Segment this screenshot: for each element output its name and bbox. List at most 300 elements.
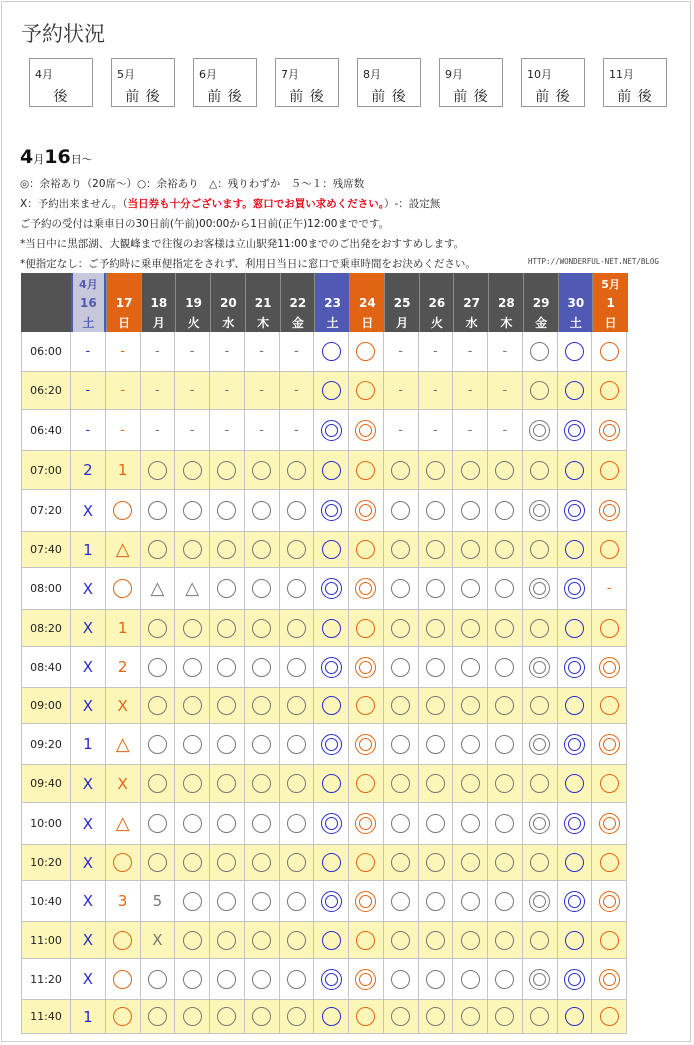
- seat-cell[interactable]: [558, 1000, 593, 1034]
- seat-cell[interactable]: [558, 568, 593, 610]
- seat-cell[interactable]: [314, 959, 349, 1000]
- seat-cell[interactable]: [523, 610, 558, 647]
- available-circle-icon: [356, 381, 375, 400]
- seat-cell[interactable]: [175, 610, 210, 647]
- seat-cell[interactable]: [210, 922, 245, 959]
- seat-cell[interactable]: [175, 532, 210, 568]
- seat-cell[interactable]: [419, 803, 454, 845]
- seat-cell[interactable]: [558, 610, 593, 647]
- seat-cell[interactable]: [453, 724, 488, 765]
- seat-cell[interactable]: [592, 922, 627, 959]
- seat-cell[interactable]: [175, 724, 210, 765]
- date-column-header[interactable]: [210, 273, 246, 332]
- seat-cell[interactable]: [210, 647, 245, 688]
- date-column-header[interactable]: [245, 273, 281, 332]
- seat-cell[interactable]: [141, 647, 176, 688]
- seat-cell[interactable]: [453, 647, 488, 688]
- seat-cell[interactable]: [419, 688, 454, 724]
- seat-cell[interactable]: [488, 845, 523, 881]
- seat-cell[interactable]: [349, 532, 384, 568]
- seat-cell[interactable]: [245, 451, 280, 490]
- seat-cell[interactable]: [558, 332, 593, 372]
- seat-cell[interactable]: [106, 490, 141, 532]
- plenty-double-circle-icon: [321, 969, 342, 990]
- seat-cell[interactable]: [175, 922, 210, 959]
- seat-cell[interactable]: [419, 451, 454, 490]
- no-service-dash: -: [85, 344, 91, 359]
- month-tab[interactable]: [357, 58, 421, 107]
- seat-cell[interactable]: [349, 568, 384, 610]
- seat-cell[interactable]: [523, 451, 558, 490]
- seat-cell[interactable]: [488, 959, 523, 1000]
- seat-cell[interactable]: [280, 490, 315, 532]
- seat-cell[interactable]: [419, 490, 454, 532]
- seat-cell[interactable]: [141, 724, 176, 765]
- note-line: *便指定なし：ご予約時に乗車便指定をされず、利用日当日に窓口で乗車時間をお決めください。: [20, 258, 476, 270]
- seat-cell[interactable]: [419, 845, 454, 881]
- seat-cell[interactable]: [280, 688, 315, 724]
- seat-cell[interactable]: [384, 647, 419, 688]
- seat-cell[interactable]: [175, 490, 210, 532]
- note-line: *当日中に黒部湖、大観峰まで往復のお客様は立山駅発11:00までのご出発をおすすめします。: [20, 238, 465, 250]
- seat-cell[interactable]: [488, 724, 523, 765]
- seat-cell[interactable]: [488, 647, 523, 688]
- seat-cell[interactable]: [558, 922, 593, 959]
- seat-cell[interactable]: [523, 490, 558, 532]
- seat-cell[interactable]: [523, 1000, 558, 1034]
- month-tab[interactable]: [193, 58, 257, 107]
- seat-cell[interactable]: [558, 532, 593, 568]
- seat-cell[interactable]: [523, 332, 558, 372]
- no-service-dash: -: [502, 344, 508, 359]
- seat-cell[interactable]: [314, 647, 349, 688]
- seat-cell[interactable]: [210, 688, 245, 724]
- seat-cell[interactable]: [141, 845, 176, 881]
- seat-cell[interactable]: [175, 845, 210, 881]
- seat-cell[interactable]: [175, 688, 210, 724]
- seat-cell[interactable]: [488, 922, 523, 959]
- seat-cell[interactable]: [314, 922, 349, 959]
- seat-cell[interactable]: [175, 959, 210, 1000]
- month-tab[interactable]: [439, 58, 503, 107]
- seat-cell[interactable]: [71, 451, 106, 490]
- seat-cell[interactable]: [314, 803, 349, 845]
- seat-cell[interactable]: [592, 610, 627, 647]
- seat-cell[interactable]: [141, 532, 176, 568]
- seat-cell[interactable]: [384, 724, 419, 765]
- seat-cell[interactable]: [245, 881, 280, 922]
- seat-cell[interactable]: [384, 490, 419, 532]
- seat-cell[interactable]: [349, 765, 384, 803]
- seat-cell[interactable]: [488, 532, 523, 568]
- plenty-double-circle-icon: [599, 734, 620, 755]
- seat-cell[interactable]: [141, 959, 176, 1000]
- seat-cell[interactable]: [210, 610, 245, 647]
- seat-cell[interactable]: [349, 610, 384, 647]
- seat-cell[interactable]: [349, 332, 384, 372]
- seat-cell[interactable]: [314, 1000, 349, 1034]
- seat-cell[interactable]: [314, 372, 349, 410]
- seat-cell[interactable]: [210, 568, 245, 610]
- seat-cell[interactable]: [488, 610, 523, 647]
- seat-cell[interactable]: [558, 845, 593, 881]
- seat-cell[interactable]: [592, 1000, 627, 1034]
- seat-cell[interactable]: [314, 610, 349, 647]
- notice-prefix: X：予約出来ません。（: [20, 198, 128, 210]
- seat-cell[interactable]: [71, 724, 106, 765]
- seat-cell[interactable]: [210, 845, 245, 881]
- seat-cell[interactable]: [280, 922, 315, 959]
- seat-cell[interactable]: [141, 881, 176, 922]
- seat-cell: [71, 410, 106, 451]
- seat-cell[interactable]: [592, 647, 627, 688]
- seat-cell[interactable]: [523, 922, 558, 959]
- seat-cell[interactable]: [141, 765, 176, 803]
- date-column-header[interactable]: [523, 273, 559, 332]
- seat-cell[interactable]: [141, 451, 176, 490]
- seat-cell[interactable]: [280, 451, 315, 490]
- seat-cell[interactable]: [314, 688, 349, 724]
- time-cell: 09:40: [21, 765, 71, 803]
- seat-cell[interactable]: [592, 881, 627, 922]
- seat-cell[interactable]: [592, 490, 627, 532]
- available-circle-icon: [217, 814, 236, 833]
- seat-cell[interactable]: [314, 332, 349, 372]
- seat-cell[interactable]: [384, 803, 419, 845]
- seat-cell[interactable]: [384, 610, 419, 647]
- seat-cell[interactable]: [349, 490, 384, 532]
- seat-cell[interactable]: [71, 1000, 106, 1034]
- seat-cell[interactable]: [384, 959, 419, 1000]
- seat-cell[interactable]: [558, 372, 593, 410]
- seat-cell[interactable]: [349, 724, 384, 765]
- seat-cell[interactable]: [106, 959, 141, 1000]
- seat-cell[interactable]: [488, 881, 523, 922]
- date-column-header[interactable]: [71, 273, 106, 332]
- seat-cell[interactable]: [314, 532, 349, 568]
- seat-cell[interactable]: [175, 451, 210, 490]
- seat-cell[interactable]: [592, 803, 627, 845]
- seat-cell[interactable]: [175, 765, 210, 803]
- seat-cell[interactable]: [558, 490, 593, 532]
- seat-cell[interactable]: [210, 451, 245, 490]
- seat-cell[interactable]: [419, 881, 454, 922]
- seat-cell[interactable]: [314, 451, 349, 490]
- seat-cell[interactable]: [106, 532, 141, 568]
- seat-cell[interactable]: [280, 959, 315, 1000]
- seat-cell[interactable]: [314, 845, 349, 881]
- seat-cell[interactable]: [314, 490, 349, 532]
- column-day: 20: [220, 296, 237, 310]
- seat-cell[interactable]: [488, 803, 523, 845]
- seat-cell[interactable]: [419, 610, 454, 647]
- seat-cell[interactable]: [453, 881, 488, 922]
- date-column-header[interactable]: [175, 273, 211, 332]
- date-column-header[interactable]: [141, 273, 177, 332]
- seat-cell[interactable]: [106, 922, 141, 959]
- month-tab[interactable]: [111, 58, 175, 107]
- month-tab-halves: 前 後: [617, 89, 653, 105]
- seat-cell[interactable]: [280, 724, 315, 765]
- available-circle-icon: [495, 461, 514, 480]
- seat-cell[interactable]: [384, 688, 419, 724]
- column-day: 19: [185, 296, 202, 310]
- seat-cell[interactable]: [453, 922, 488, 959]
- seat-cell[interactable]: [523, 410, 558, 451]
- seat-cell: [106, 688, 141, 724]
- available-circle-icon: [495, 619, 514, 638]
- seat-cell[interactable]: [141, 490, 176, 532]
- date-column-header[interactable]: [384, 273, 420, 332]
- table-row: [21, 688, 627, 724]
- seat-cell[interactable]: [349, 803, 384, 845]
- seat-cell[interactable]: [523, 568, 558, 610]
- seat-cell[interactable]: [280, 765, 315, 803]
- seat-cell[interactable]: [488, 568, 523, 610]
- seat-cell[interactable]: [349, 647, 384, 688]
- seat-cell[interactable]: [384, 568, 419, 610]
- seat-cell[interactable]: [210, 803, 245, 845]
- seat-cell[interactable]: [592, 765, 627, 803]
- seat-cell[interactable]: [106, 647, 141, 688]
- seat-cell[interactable]: [314, 881, 349, 922]
- seat-cell[interactable]: [419, 724, 454, 765]
- seat-cell[interactable]: [349, 688, 384, 724]
- date-column-header[interactable]: [314, 273, 350, 332]
- seat-cell[interactable]: [245, 724, 280, 765]
- seat-cell[interactable]: [592, 959, 627, 1000]
- available-circle-icon: [391, 814, 410, 833]
- column-weekday: 水: [222, 316, 235, 330]
- seat-cell[interactable]: [245, 922, 280, 959]
- seat-cell[interactable]: [314, 724, 349, 765]
- seat-cell[interactable]: [419, 568, 454, 610]
- seat-cell[interactable]: [592, 451, 627, 490]
- seat-cell[interactable]: [210, 532, 245, 568]
- seat-cell[interactable]: [210, 490, 245, 532]
- seat-cell[interactable]: [314, 410, 349, 451]
- seat-cell[interactable]: [592, 372, 627, 410]
- seat-cell[interactable]: [349, 881, 384, 922]
- seat-cell[interactable]: [558, 881, 593, 922]
- available-circle-icon: [252, 814, 271, 833]
- time-cell: 11:00: [21, 922, 71, 959]
- seat-cell[interactable]: [141, 610, 176, 647]
- seat-cell[interactable]: [245, 568, 280, 610]
- seat-cell[interactable]: [592, 410, 627, 451]
- seat-cell[interactable]: [175, 1000, 210, 1034]
- seat-cell[interactable]: [210, 1000, 245, 1034]
- seat-cell[interactable]: [419, 765, 454, 803]
- seat-cell[interactable]: [245, 845, 280, 881]
- seat-cell[interactable]: [349, 1000, 384, 1034]
- seat-cell[interactable]: [523, 724, 558, 765]
- available-circle-icon: [252, 658, 271, 677]
- seat-cell[interactable]: [453, 765, 488, 803]
- seat-cell[interactable]: [141, 1000, 176, 1034]
- seat-cell[interactable]: [419, 647, 454, 688]
- seat-cell[interactable]: [523, 372, 558, 410]
- seat-cell[interactable]: [210, 724, 245, 765]
- seat-cell[interactable]: [280, 1000, 315, 1034]
- seat-cell[interactable]: [453, 568, 488, 610]
- seat-cell: [453, 372, 488, 410]
- seat-cell[interactable]: [245, 647, 280, 688]
- month-tab[interactable]: [603, 58, 667, 107]
- seat-cell[interactable]: [280, 647, 315, 688]
- seat-cell[interactable]: [280, 845, 315, 881]
- month-tab[interactable]: [275, 58, 339, 107]
- date-column-header[interactable]: [453, 273, 489, 332]
- seat-cell[interactable]: [523, 803, 558, 845]
- note-line: ご予約の受付は乗車日の30日前(午前)00:00から1日前(正午)12:00までです。: [20, 218, 390, 230]
- seat-cell[interactable]: [245, 765, 280, 803]
- seat-cell[interactable]: [141, 803, 176, 845]
- seat-cell[interactable]: [592, 332, 627, 372]
- seat-cell[interactable]: [210, 881, 245, 922]
- plenty-double-circle-icon: [321, 500, 342, 521]
- seat-cell[interactable]: [453, 959, 488, 1000]
- date-column-header[interactable]: [106, 273, 142, 332]
- seat-cell[interactable]: [71, 532, 106, 568]
- seat-cell[interactable]: [314, 568, 349, 610]
- date-column-header[interactable]: [558, 273, 594, 332]
- seat-cell[interactable]: [488, 765, 523, 803]
- available-circle-icon: [356, 461, 375, 480]
- seat-cell[interactable]: [488, 451, 523, 490]
- seat-cell[interactable]: [558, 688, 593, 724]
- seat-cell[interactable]: [592, 845, 627, 881]
- seat-cell[interactable]: [245, 688, 280, 724]
- seat-cell[interactable]: [592, 724, 627, 765]
- seat-cell[interactable]: [210, 765, 245, 803]
- seat-cell[interactable]: [384, 532, 419, 568]
- seat-cell[interactable]: [245, 610, 280, 647]
- seat-cell[interactable]: [106, 881, 141, 922]
- date-column-header[interactable]: [349, 273, 385, 332]
- seat-cell[interactable]: [558, 724, 593, 765]
- seat-cell[interactable]: [488, 1000, 523, 1034]
- seat-cell[interactable]: [175, 803, 210, 845]
- seat-cell[interactable]: [384, 1000, 419, 1034]
- seat-cell[interactable]: [558, 647, 593, 688]
- no-service-dash: -: [259, 383, 264, 398]
- seat-cell[interactable]: [558, 803, 593, 845]
- seat-cell[interactable]: [141, 568, 176, 610]
- seat-cell[interactable]: [453, 532, 488, 568]
- seat-cell[interactable]: [419, 959, 454, 1000]
- seat-cell[interactable]: [558, 765, 593, 803]
- available-circle-icon: [252, 774, 271, 793]
- seat-cell[interactable]: [453, 610, 488, 647]
- seat-cell[interactable]: [106, 568, 141, 610]
- time-cell: 10:40: [21, 881, 71, 922]
- seat-cell[interactable]: [280, 568, 315, 610]
- seat-cell[interactable]: [419, 1000, 454, 1034]
- seat-cell[interactable]: [280, 881, 315, 922]
- seat-cell[interactable]: [523, 532, 558, 568]
- table-row: [21, 881, 627, 922]
- seat-cell[interactable]: [523, 959, 558, 1000]
- seat-cell[interactable]: [453, 451, 488, 490]
- seat-cell[interactable]: [245, 1000, 280, 1034]
- seat-cell[interactable]: [592, 532, 627, 568]
- seat-cell[interactable]: [523, 765, 558, 803]
- seat-cell[interactable]: [245, 532, 280, 568]
- seat-cell[interactable]: [453, 845, 488, 881]
- seat-cell[interactable]: [141, 688, 176, 724]
- seat-cell[interactable]: [592, 688, 627, 724]
- seat-cell[interactable]: [280, 803, 315, 845]
- date-column-header[interactable]: [592, 273, 628, 332]
- seat-cell[interactable]: [314, 765, 349, 803]
- time-cell: 09:00: [21, 688, 71, 724]
- seat-cell[interactable]: [175, 568, 210, 610]
- seat-cell[interactable]: [349, 922, 384, 959]
- available-circle-icon: [217, 1007, 236, 1026]
- date-column-header[interactable]: [280, 273, 316, 332]
- seat-cell[interactable]: [453, 803, 488, 845]
- seat-cell[interactable]: [175, 647, 210, 688]
- month-tab[interactable]: [29, 58, 93, 107]
- seat-cell[interactable]: [280, 610, 315, 647]
- month-tab[interactable]: [521, 58, 585, 107]
- seat-cell[interactable]: [453, 1000, 488, 1034]
- seat-cell[interactable]: [280, 532, 315, 568]
- seat-cell[interactable]: [245, 959, 280, 1000]
- seat-cell[interactable]: [453, 490, 488, 532]
- seat-cell[interactable]: [175, 881, 210, 922]
- seat-cell[interactable]: [384, 881, 419, 922]
- seat-cell[interactable]: [106, 724, 141, 765]
- seat-cell[interactable]: [488, 490, 523, 532]
- seat-cell[interactable]: [419, 532, 454, 568]
- seat-cell[interactable]: [488, 688, 523, 724]
- seat-cell[interactable]: [106, 845, 141, 881]
- seat-cell[interactable]: [349, 845, 384, 881]
- seat-cell[interactable]: [349, 959, 384, 1000]
- seat-cell[interactable]: [384, 765, 419, 803]
- seat-cell[interactable]: [523, 647, 558, 688]
- time-cell: 08:00: [21, 568, 71, 610]
- seat-cell[interactable]: [558, 451, 593, 490]
- seat-cell[interactable]: [384, 922, 419, 959]
- seat-cell[interactable]: [245, 803, 280, 845]
- seat-cell[interactable]: [349, 410, 384, 451]
- no-service-dash: -: [294, 422, 299, 438]
- seat-cell[interactable]: [523, 845, 558, 881]
- seat-cell[interactable]: [349, 372, 384, 410]
- seat-cell[interactable]: [384, 845, 419, 881]
- seat-cell[interactable]: [523, 881, 558, 922]
- seat-cell[interactable]: [245, 490, 280, 532]
- seat-cell[interactable]: [210, 959, 245, 1000]
- seat-cell[interactable]: [558, 410, 593, 451]
- seat-cell[interactable]: [384, 451, 419, 490]
- seat-cell[interactable]: [106, 610, 141, 647]
- seat-cell[interactable]: [106, 1000, 141, 1034]
- available-circle-icon: [287, 892, 306, 911]
- seat-cell[interactable]: [106, 451, 141, 490]
- date-column-header[interactable]: [488, 273, 524, 332]
- seat-cell[interactable]: [558, 959, 593, 1000]
- seat-cell[interactable]: [106, 803, 141, 845]
- date-column-header[interactable]: [419, 273, 455, 332]
- seat-cell[interactable]: [419, 922, 454, 959]
- seat-cell[interactable]: [523, 688, 558, 724]
- seat-cell[interactable]: [453, 688, 488, 724]
- seat-cell[interactable]: [349, 451, 384, 490]
